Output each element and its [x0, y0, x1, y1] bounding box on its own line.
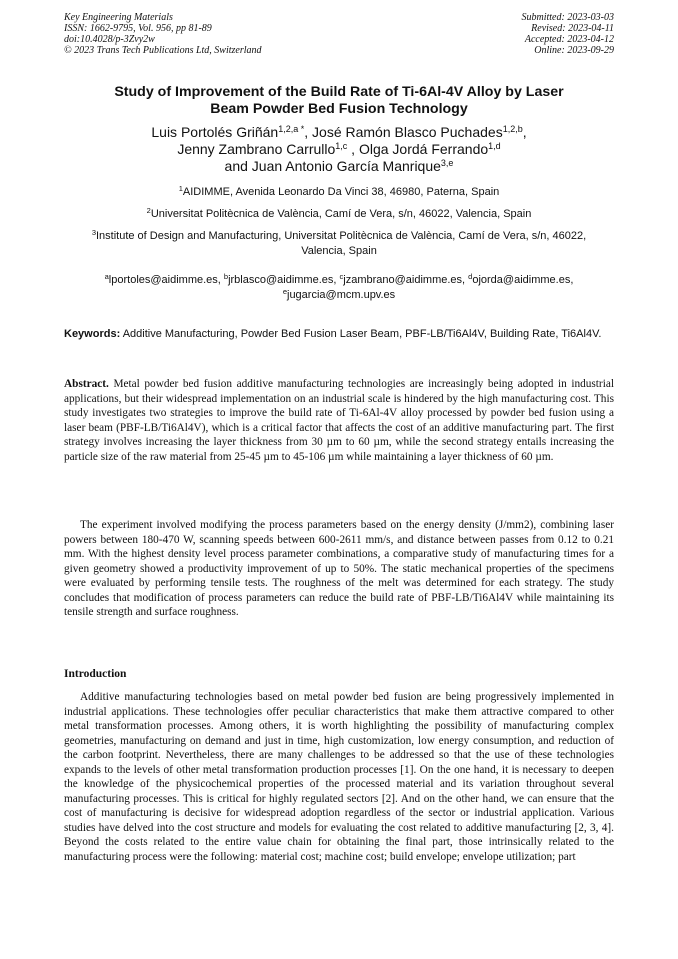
author-line-3 [64, 158, 614, 175]
author-sep: , [522, 124, 527, 140]
author-name: Olga Jordá Ferrando [358, 141, 489, 157]
author-sup: 1,c [335, 141, 348, 151]
author-sup: 1,d [488, 141, 501, 151]
email-sup: c [339, 272, 344, 281]
email-sup: e [282, 287, 287, 296]
section-heading-introduction: Introduction [64, 668, 127, 680]
author-line-2 [64, 141, 614, 158]
affiliation-text: Institute of Design and Manufacturing, Universitat Politècnica de València, Camí de Vera, s/n, 46022, Valencia, Spain [95, 230, 587, 257]
affiliation-1 [64, 185, 614, 200]
date-accepted: Accepted: 2023-04-12 [524, 34, 614, 45]
affiliation-text: Universitat Politècnica de València, Camí de Vera, s/n, 46022, Valencia, Spain [150, 208, 532, 220]
dates-header [522, 12, 615, 56]
journal-name: Key Engineering Materials [64, 12, 173, 23]
email-sup: a [104, 272, 109, 281]
author-list [64, 124, 614, 175]
journal-header [64, 12, 262, 56]
introduction-paragraph-1 [64, 690, 614, 864]
author-line-1 [64, 124, 614, 141]
keywords [64, 327, 614, 342]
affiliation-3 [84, 229, 594, 259]
email-link[interactable]: jrblasco@aidimme.es, [228, 274, 340, 286]
journal-copyright: © 2023 Trans Tech Publications Ltd, Switzerland [64, 45, 262, 56]
abstract-text-2: The experiment involved modifying the process parameters based on the energy density (J/mm2), combining laser powers between 180-470 W, scanning speeds between 600-2611 mm/s, and distance between passes from 0.12 to 0.21 mm. With the highest density level process parameter combinations, a comparative study of manufacturing times for a given geometry showed a productivity improvement of up to 50%. The static mechanical properties of the specimens were evaluated by performing tensile tests. The roughness of the melt was determined for each strategy. The study concludes that modification of process parameters can reduce the build rate of PBF-LB/Ti6Al4V while maintaining its tensile strength and surface roughness. [64, 519, 614, 618]
author-sup: 3,e [440, 158, 454, 168]
paper-title [64, 84, 614, 118]
title-line-1: Study of Improvement of the Build Rate of Ti-6Al-4V Alloy by Laser [114, 84, 564, 100]
author-sep: , [347, 141, 359, 157]
author-name: Luis Portolés Griñán [151, 124, 279, 140]
affiliation-sup: 1 [178, 184, 183, 193]
journal-issn: ISSN: 1662-9795, Vol. 956, pp 81-89 [64, 23, 212, 34]
abstract-label: Abstract. [64, 378, 109, 390]
author-sup: 1,2,a * [278, 124, 305, 134]
email-sup: d [468, 272, 473, 281]
author-name: and Juan Antonio García Manrique [224, 158, 441, 174]
affiliation-2 [64, 207, 614, 222]
affiliation-sup: 2 [146, 206, 151, 215]
title-line-2: Beam Powder Bed Fusion Technology [210, 101, 468, 117]
email-link[interactable]: jugarcia@mcm.upv.es [287, 289, 396, 301]
author-name: Jenny Zambrano Carrullo [177, 141, 336, 157]
email-link[interactable]: jzambrano@aidimme.es, [343, 274, 469, 286]
email-link[interactable]: lportoles@aidimme.es, [108, 274, 224, 286]
email-list [64, 273, 614, 303]
date-revised: Revised: 2023-04-11 [531, 23, 614, 34]
date-submitted: Submitted: 2023-03-03 [521, 12, 614, 23]
journal-doi: doi:10.4028/p-3Zvy2w [64, 34, 155, 45]
abstract-text-1: Metal powder bed fusion additive manufacturing technologies are increasingly being adopted in industrial applications, but their widespread implementation on an industrial scale is hindered by the high manufacturing cost. This study investigates two strategies to improve the build rate of Ti-6Al-4V alloy processed by powder bed fusion using a laser beam (PBF-LB/Ti6Al4V), which is a critical factor that affects the cost of an additive manufacturing part. The first strategy involves increasing the layer thickness from 30 µm to 60 µm, while the second strategy entails increasing the particle size of the raw material from 25-45 µm to 45-106 µm while maintaining a layer thickness of 60 µm. [64, 378, 614, 463]
email-link[interactable]: ojorda@aidimme.es, [472, 274, 574, 286]
abstract-paragraph-2 [64, 518, 614, 620]
introduction-text: Additive manufacturing technologies based on metal powder bed fusion are being progressively implemented in industrial applications. These technologies offer peculiar characteristics that make them attractive compared to other metal transformation processes. Among others, it is worth highlighting the possibility of manufacturing complex geometries, manufacturing on demand and just in time, high customization, low energy consumption, and reduction of the carbon footprint. Nevertheless, there are many challenges to be addressed so that the use of these technologies expands to the levels of other metal transformation production processes [1]. On the one hand, it is necessary to deepen the knowledge of the physicochemical properties of the processed material and its variation throughout several manufacturing processes. This is critical for highly regulated sectors [2]. And on the other hand, we can ensure that the cost of manufacturing is decisive for widespread adoption regardless of the sector or industrial application. Various studies have delved into the cost structure and models for evaluating the cost related to additive manufacturing [2, 3, 4]. Beyond the costs related to the entire value chain for obtaining the final part, those intrinsically related to the manufacturing process were the following: material cost; machine cost; build envelope; envelope utilization; part [64, 691, 614, 863]
keywords-text: Additive Manufacturing, Powder Bed Fusion Laser Beam, PBF-LB/Ti6Al4V, Building Rate, Ti6Al4V. [120, 328, 602, 340]
author-sep: , [304, 124, 313, 140]
affiliation-sup: 3 [91, 228, 96, 237]
date-online: Online: 2023-09-29 [534, 45, 614, 56]
keywords-label: Keywords: [64, 328, 121, 340]
email-sup: b [223, 272, 229, 281]
affiliation-text: AIDIMME, Avenida Leonardo Da Vinci 38, 46980, Paterna, Spain [182, 186, 500, 198]
author-sup: 1,2,b [502, 124, 523, 134]
abstract-paragraph-1 [64, 377, 614, 464]
author-name: José Ramón Blasco Puchades [312, 124, 503, 140]
